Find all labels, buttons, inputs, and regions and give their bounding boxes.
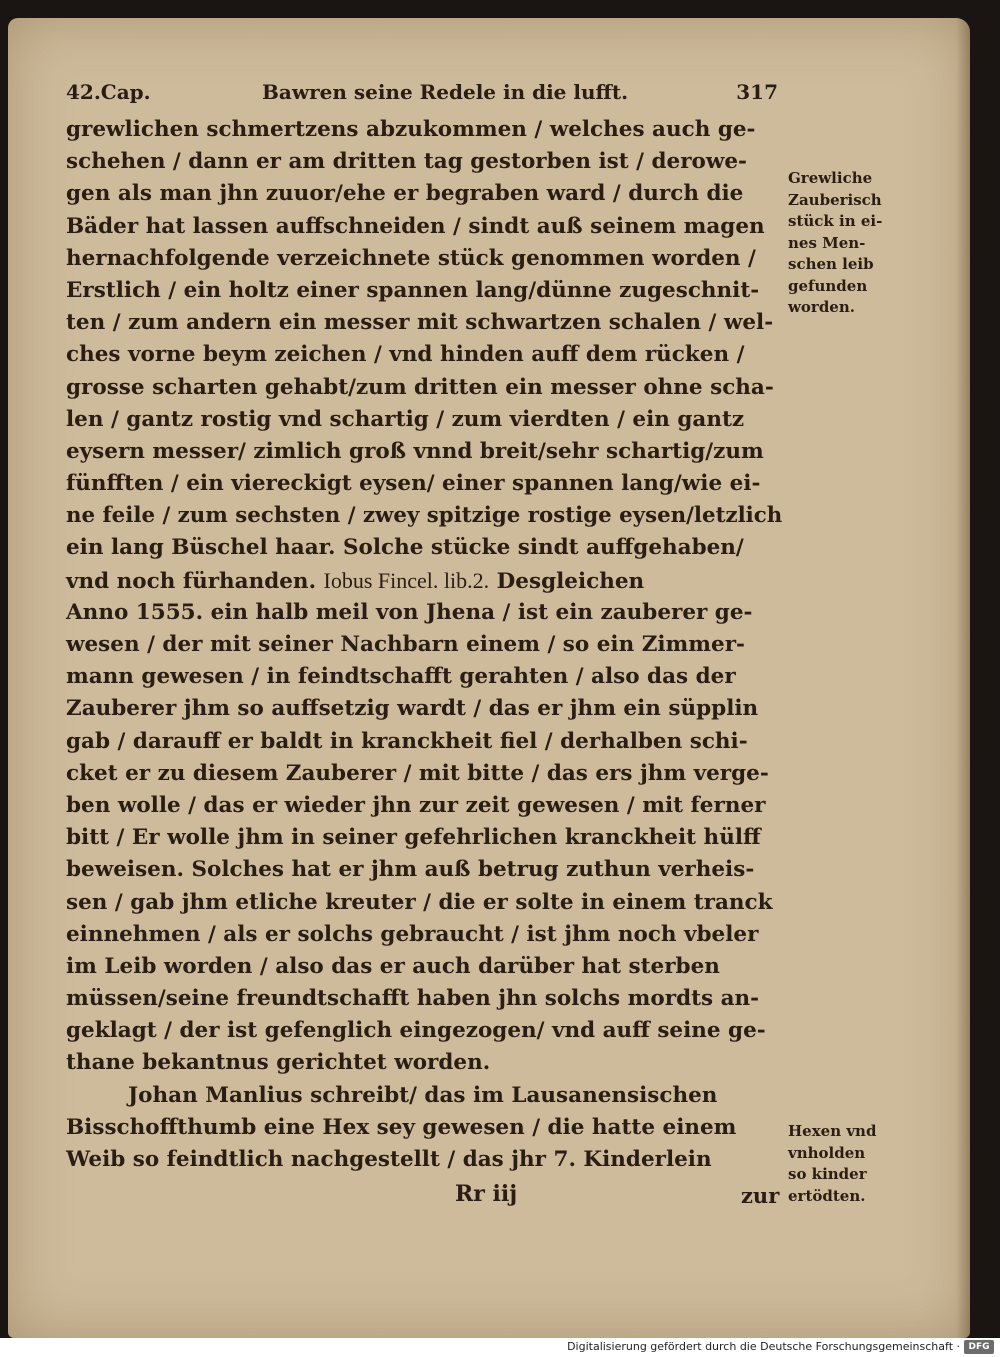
citation-text: Iobus Fincel. lib.2. <box>323 567 490 593</box>
running-title: Bawren seine Redele in die lufft. <box>262 80 629 104</box>
margin-note-line: schen leib <box>788 255 874 273</box>
text-line: eysern messer/ zimlich groß vnnd breit/sehr schartig/zum <box>66 438 764 464</box>
text-line: geklagt / der ist gefenglich eingezogen/ vnd auff seine ge- <box>66 1018 766 1044</box>
text-line: ein lang Büschel haar. Solche stücke sindt auffgehaben/ <box>66 535 744 561</box>
text-line: Bäder hat lassen auffschneiden / sindt auß seinem magen <box>66 213 765 239</box>
margin-note-hexen <box>788 1121 876 1207</box>
text-line: ches vorne beym zeichen / vnd hinden auff dem rücken / <box>66 342 745 368</box>
running-header <box>66 76 778 110</box>
text-line: ben wolle / das er wieder jhn zur zeit gewesen / mit ferner <box>66 792 766 818</box>
margin-note-line: worden. <box>788 298 855 316</box>
text-line: einnehmen / als er solchs gebraucht / ist jhm noch vbeler <box>66 921 759 947</box>
text-line: hernachfolgende verzeichnete stück genommen worden / <box>66 245 756 271</box>
text-line: mann gewesen / in feindtschafft gerahten / also das der <box>66 664 736 690</box>
text-line: gab / darauff er baldt in kranckheit fiel / derhalben schi- <box>66 728 748 754</box>
text-line: sen / gab jhm etliche kreuter / die er solte in einem tranck <box>66 889 773 915</box>
margin-note-line: Hexen vnd <box>788 1122 877 1140</box>
text-line: ne feile / zum sechsten / zwey spitzige rostige eysen/letzlich <box>66 503 783 529</box>
page-number: 317 <box>736 80 778 104</box>
text-line: bitt / Er wolle jhm in seiner gefehrlichen kranckheit hülff <box>66 825 761 851</box>
margin-note-grewliche <box>788 168 882 319</box>
text-line: Erstlich / ein holtz einer spannen lang/dünne zugeschnit- <box>66 277 760 303</box>
chapter-label: 42.Cap. <box>66 80 151 104</box>
text-segment: vnd noch fürhanden. <box>66 568 324 594</box>
margin-note-line: nes Men- <box>788 233 866 252</box>
margin-note-line: ertödten. <box>788 1186 866 1205</box>
margin-note-line: Zauberisch <box>788 190 882 209</box>
catchword: zur <box>741 1183 780 1208</box>
text-line: Zauberer jhm so auffsetzig wardt / das er jhm ein süpplin <box>66 696 759 722</box>
text-line: Anno 1555. ein halb meil von Jhena / ist ein zauberer ge- <box>66 599 753 625</box>
text-segment: Desgleichen <box>489 568 645 594</box>
text-line: Weib so feindtlich nachgestellt / das jhr 7. Kinderlein <box>66 1147 712 1172</box>
text-line: grosse scharten gehabt/zum dritten ein messer ohne scha- <box>66 374 774 400</box>
signature-mark: Rr iij <box>455 1181 518 1207</box>
margin-note-line: Grewliche <box>788 169 873 187</box>
text-line: len / gantz rostig vnd schartig / zum vierdten / ein gantz <box>66 406 745 432</box>
text-line: thane bekantnus gerichtet worden. <box>66 1050 491 1076</box>
text-line: im Leib worden / also das er auch darüber hat sterben <box>66 953 720 979</box>
text-line: grewlichen schmertzens abzukommen / welches auch ge- <box>66 117 756 142</box>
funding-credit: Digitalisierung gefördert durch die Deutsche Forschungsgemeinschaft · <box>567 1340 960 1353</box>
text-line: wesen / der mit seiner Nachbarn einem / so ein Zimmer- <box>66 632 745 657</box>
dfg-logo: DFG <box>964 1340 994 1354</box>
text-line: müssen/seine freundtschafft haben jhn solchs mordts an- <box>66 986 760 1012</box>
text-line: gen als man jhn zuuor/ehe er begraben ward / durch die <box>66 181 744 207</box>
text-line: Bisschoffthumb eine Hex sey gewesen / die hatte einem <box>66 1114 737 1140</box>
text-line <box>66 565 782 597</box>
main-text-block <box>66 114 782 1176</box>
margin-note-line: stück in ei- <box>788 212 883 230</box>
margin-note-line: gefunden <box>788 276 868 295</box>
text-line: beweisen. Solches hat er jhm auß betrug zuthun verheis- <box>66 857 755 883</box>
margin-note-line: so kinder <box>788 1165 867 1183</box>
text-line: Johan Manlius schreibt/ das im Lausanensischen <box>128 1082 718 1108</box>
text-line: cket er zu diesem Zauberer / mit bitte / das ers jhm verge- <box>66 760 769 786</box>
text-line: schehen / dann er am dritten tag gestorben ist / derowe- <box>66 149 747 175</box>
digitization-footer <box>0 1338 1000 1357</box>
book-page <box>8 18 970 1338</box>
text-line: fünfften / ein viereckigt eysen/ einer spannen lang/wie ei- <box>66 471 761 497</box>
margin-note-line: vnholden <box>788 1143 866 1162</box>
text-line: ten / zum andern ein messer mit schwartzen schalen / wel- <box>66 310 774 336</box>
